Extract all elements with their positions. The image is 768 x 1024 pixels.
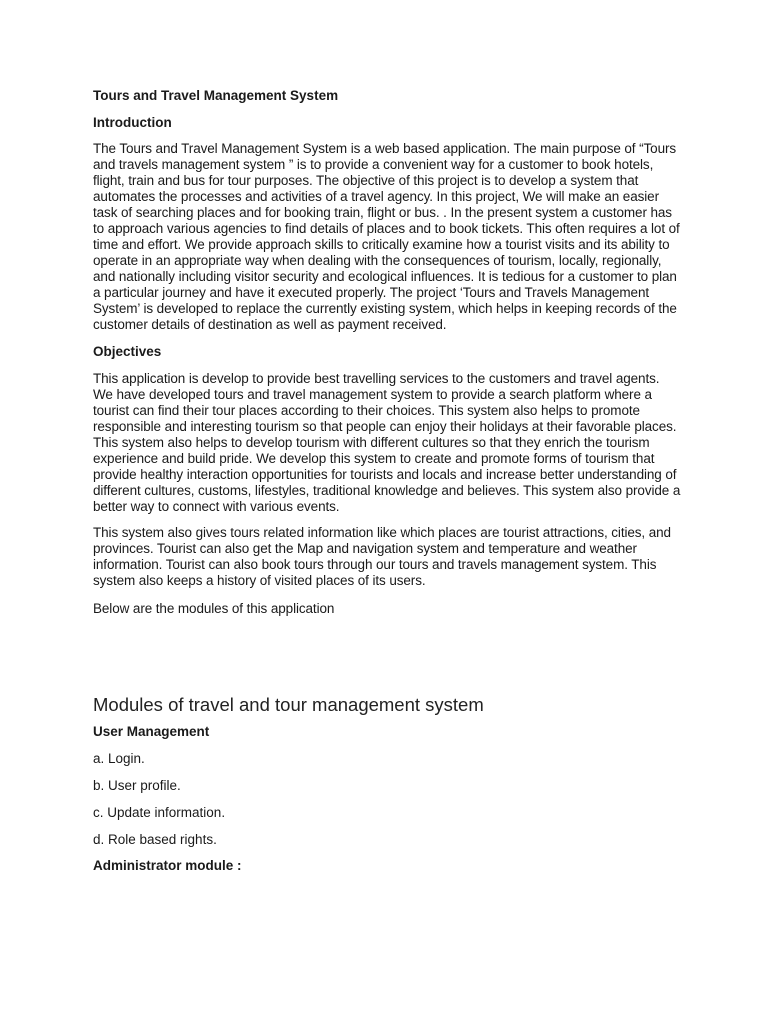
modules-intro-text: Below are the modules of this application — [93, 601, 335, 616]
list-item-login: a. Login. — [93, 751, 145, 766]
list-item-user-profile: b. User profile. — [93, 778, 181, 793]
introduction-paragraph: The Tours and Travel Management System is a web based application. The main purpose of “Tours and travels management system ” is to provide a convenient way for a customer to book hotels, flight, train and bus for tour purposes. The objective of this project is to develop a system that automates the processes and activities of a travel agency. In this project, We will make an easier task of searching places and for booking train, flight or bus. . In the present system a customer has to approach various agencies to find details of places and to book tickets. This often requires a lot of time and effort. We provide approach skills to critically examine how a tourist visits and its ability to operate in an appropriate way when dealing with the consequences of tourism, locally, regionally, and nationally including visitor security and ecological influences. It is tedious for a customer to plan a particular journey and have it executed properly. The project ‘Tours and Travels Management System’ is developed to replace the currently existing system, which helps in keeping records of the customer details of destination as well as payment received. — [93, 141, 680, 332]
objectives-paragraph-2: This system also gives tours related information like which places are tourist attractions, cities, and provinces. Tourist can also get the Map and navigation system and temperature and weather information. Tourist can also book tours through our tours and travels management system. This system also keeps a history of visited places of its users. — [93, 525, 671, 588]
objectives-paragraph-1: This application is develop to provide best travelling services to the customers and travel agents. We have developed tours and travel management system to provide a search platform where a tourist can find their tour places according to their choices. This system also helps to promote responsible and interesting tourism so that people can enjoy their holidays at their favorable places. This system also helps to develop tourism with different cultures so that they enrich the tourism experience and build pride. We develop this system to create and promote forms of tourism that provide healthy interaction opportunities for tourists and locals and increase better understanding of different cultures, customs, lifestyles, traditional knowledge and believes. This system also provide a better way to connect with various events. — [93, 371, 681, 514]
document-title: Tours and Travel Management System — [93, 88, 339, 103]
document-content — [93, 87, 681, 875]
list-item-role-based-rights: d. Role based rights. — [93, 832, 217, 847]
objectives-heading: Objectives — [93, 344, 162, 359]
list-item-update-information: c. Update information. — [93, 805, 226, 820]
user-management-heading: User Management — [93, 724, 210, 739]
administrator-module-heading: Administrator module : — [93, 858, 242, 873]
introduction-heading: Introduction — [93, 115, 172, 130]
modules-section-title: Modules of travel and tour management system — [93, 694, 484, 715]
